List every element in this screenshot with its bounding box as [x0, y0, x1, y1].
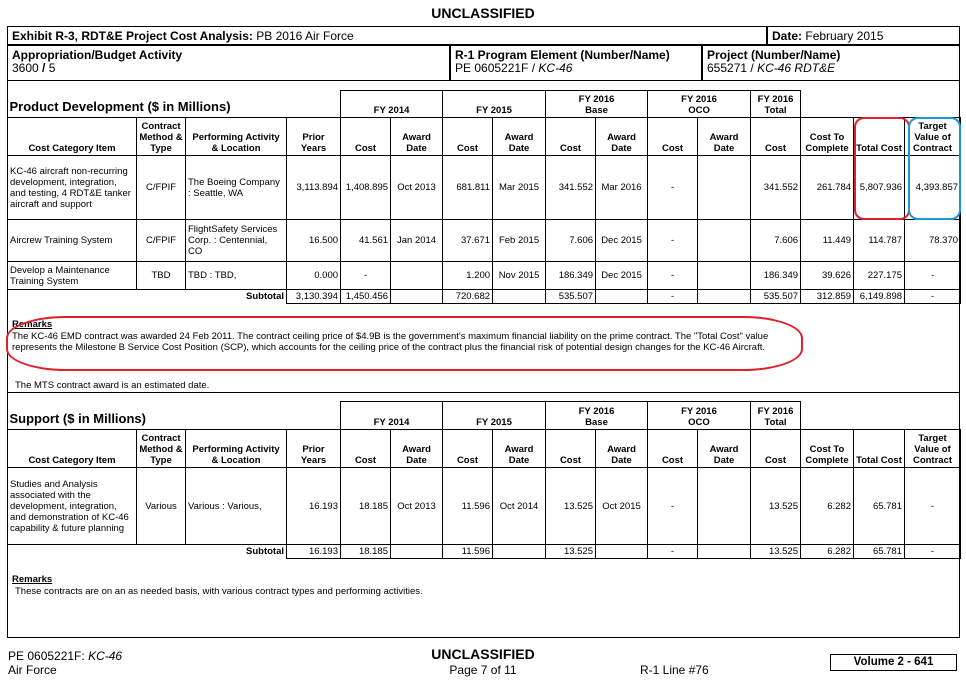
subtotal-total-cell: 6,149.898: [854, 290, 905, 304]
project-number: 655271: [707, 61, 748, 75]
cost-category-cell: Aircrew Training System: [8, 220, 137, 262]
sup-col-target-value: Target Value of Contract: [905, 430, 961, 468]
sup-column-header-row: [8, 430, 961, 468]
award-date-cell: Oct 2014: [493, 468, 546, 545]
program-element-name: KC-46: [538, 61, 573, 75]
project-box: [702, 45, 960, 81]
cost-cell: 7.606: [751, 220, 801, 262]
cost-to-complete-cell: 11.449: [801, 220, 854, 262]
cost-cell: 1.200: [443, 262, 493, 290]
pd-remarks: [12, 319, 802, 354]
performing-activity-cell: The Boeing Company : Seattle, WA: [186, 156, 287, 220]
pd-col-cost-16t: Cost: [751, 118, 801, 156]
target-value-cell: 4,393.857: [905, 156, 961, 220]
subtotal-total-cell: 65.781: [854, 545, 905, 559]
pd-col-cost-to-complete: Cost To Complete: [801, 118, 854, 156]
cost-cell: 186.349: [546, 262, 596, 290]
exhibit-header: [7, 26, 767, 45]
total-cost-cell: 5,807.936: [854, 156, 905, 220]
subtotal-label: Subtotal: [186, 290, 287, 304]
pd-remarks-label: Remarks: [12, 319, 53, 330]
pd-col-total-cost: Total Cost: [854, 118, 905, 156]
appropriation-label: Appropriation/Budget Activity: [12, 48, 183, 62]
footer-volume: Volume 2 - 641: [830, 654, 957, 671]
cost-cell: 186.349: [751, 262, 801, 290]
cost-cell: -: [648, 220, 698, 262]
pd-fy2016-total-header: FY 2016 Total: [751, 91, 801, 118]
total-cost-cell: 65.781: [854, 468, 905, 545]
pd-col-cost-14: Cost: [341, 118, 391, 156]
cost-cell: 13.525: [546, 468, 596, 545]
cost-cell: -: [341, 262, 391, 290]
target-value-cell: 78.370: [905, 220, 961, 262]
prior-years-cell: 0.000: [287, 262, 341, 290]
pd-col-cost-15: Cost: [443, 118, 493, 156]
sup-remarks-label: Remarks: [12, 574, 53, 585]
cost-cell: 341.552: [751, 156, 801, 220]
performing-activity-cell: TBD : TBD,: [186, 262, 287, 290]
program-element-separator: /: [528, 61, 539, 75]
sup-col-total-cost: Total Cost: [854, 430, 905, 468]
footer-page: [0, 663, 966, 677]
subtotal-ctc-cell: 312.859: [801, 290, 854, 304]
pd-fy2014-header: FY 2014: [341, 91, 443, 118]
pd-col-award-14: Award Date: [391, 118, 443, 156]
subtotal-prior-cell: 16.193: [287, 545, 341, 559]
footer-pe-name: KC-46: [88, 649, 123, 663]
pd-fy2016-oco-header: FY 2016 OCO: [648, 91, 751, 118]
subtotal-target-cell: -: [905, 290, 961, 304]
award-date-cell: Oct 2013: [391, 156, 443, 220]
project-separator: /: [747, 61, 758, 75]
sup-col-award-16o: Award Date: [698, 430, 751, 468]
cost-cell: 1,408.895: [341, 156, 391, 220]
target-value-cell: -: [905, 262, 961, 290]
prior-years-cell: 16.193: [287, 468, 341, 545]
pd-col-prior-years: Prior Years: [287, 118, 341, 156]
sup-remarks-text: These contracts are on an as needed basis, with various contract types and performing activities.: [15, 585, 423, 597]
award-date-cell: Feb 2015: [493, 220, 546, 262]
cost-cell: 11.596: [443, 468, 493, 545]
sup-subtotal-row: [8, 545, 961, 559]
award-date-cell: [698, 220, 751, 262]
subtotal-cost-cell: -: [648, 545, 698, 559]
cost-cell: 681.811: [443, 156, 493, 220]
project-name: KC-46 RDT&E: [757, 61, 836, 75]
cost-cell: -: [648, 468, 698, 545]
award-date-cell: Mar 2015: [493, 156, 546, 220]
subtotal-cost-cell: 13.525: [546, 545, 596, 559]
contract-method-cell: C/FPIF: [137, 220, 186, 262]
subtotal-cost-cell: -: [648, 290, 698, 304]
pd-col-cost-16o: Cost: [648, 118, 698, 156]
award-date-cell: Oct 2015: [596, 468, 648, 545]
award-date-cell: Mar 2016: [596, 156, 648, 220]
cost-category-cell: KC-46 aircraft non-recurring development, integration, and testing, 4 RDT&E tanker aircraft and support: [8, 156, 137, 220]
footer-service: Air Force: [8, 663, 57, 677]
date-value: February 2015: [805, 29, 884, 43]
sup-col-cost-16b: Cost: [546, 430, 596, 468]
date-header: [767, 26, 960, 45]
performing-activity-cell: Various : Various,: [186, 468, 287, 545]
contract-method-cell: C/FPIF: [137, 156, 186, 220]
cost-cell: 37.671: [443, 220, 493, 262]
appropriation-activity: 5: [48, 61, 56, 75]
pd-fy2015-header: FY 2015: [443, 91, 546, 118]
contract-method-cell: Various: [137, 468, 186, 545]
total-cost-cell: 227.175: [854, 262, 905, 290]
sup-fy2016-oco-header: FY 2016 OCO: [648, 402, 751, 430]
sup-remarks-box: [7, 561, 960, 638]
pd-fy2016-base-header: FY 2016 Base: [546, 91, 648, 118]
sup-col-award-14: Award Date: [391, 430, 443, 468]
award-date-cell: Oct 2013: [391, 468, 443, 545]
pd-col-contract-method: Contract Method & Type: [137, 118, 186, 156]
support-title: Support ($ in Millions): [9, 411, 146, 426]
sup-remarks: [12, 574, 712, 597]
subtotal-cost-cell: 18.185: [341, 545, 391, 559]
cost-cell: 18.185: [341, 468, 391, 545]
subtotal-cost-cell: 720.682: [443, 290, 493, 304]
cost-to-complete-cell: 6.282: [801, 468, 854, 545]
sup-col-prior-years: Prior Years: [287, 430, 341, 468]
prior-years-cell: 3,113.894: [287, 156, 341, 220]
award-date-cell: Nov 2015: [493, 262, 546, 290]
cost-cell: -: [648, 156, 698, 220]
cost-cell: 7.606: [546, 220, 596, 262]
pd-col-target-value: Target Value of Contract: [905, 118, 961, 156]
cost-to-complete-cell: 39.626: [801, 262, 854, 290]
sup-fy2016-base-header: FY 2016 Base: [546, 402, 648, 430]
subtotal-cost-cell: 535.507: [546, 290, 596, 304]
product-development-title: Product Development ($ in Millions): [9, 99, 231, 114]
sup-fy2015-header: FY 2015: [443, 402, 546, 430]
exhibit-value: PB 2016 Air Force: [256, 29, 354, 43]
program-element-box: [450, 45, 702, 81]
total-cost-cell: 114.787: [854, 220, 905, 262]
cost-cell: 41.561: [341, 220, 391, 262]
subtotal-cost-cell: 1,450.456: [341, 290, 391, 304]
award-date-cell: [698, 156, 751, 220]
award-date-cell: Dec 2015: [596, 220, 648, 262]
award-date-cell: [698, 468, 751, 545]
award-date-cell: Jan 2014: [391, 220, 443, 262]
cost-cell: 13.525: [751, 468, 801, 545]
sup-fy2016-total-header: FY 2016 Total: [751, 402, 801, 430]
pd-remarks-text: The KC-46 EMD contract was awarded 24 Feb 2011. The contract ceiling price of $4.9B is the government's maximum financial liability on the prime contract. The "Total Cost" value represents the Milestone B Service Cost Position (SCP), which accounts for the ceiling price of the contract plus the financial risk of potential design changes for the KC-46 Aircraft.: [12, 330, 769, 353]
subtotal-cost-cell: 13.525: [751, 545, 801, 559]
sup-col-award-15: Award Date: [493, 430, 546, 468]
appropriation-number: 3600: [12, 61, 39, 75]
award-date-cell: [391, 262, 443, 290]
footer-r1-line: R-1 Line #76: [640, 663, 709, 677]
table-row: [8, 156, 961, 220]
sup-col-cost-16t: Cost: [751, 430, 801, 468]
appropriation-box: [7, 45, 450, 81]
sup-col-performing: Performing Activity & Location: [186, 430, 287, 468]
contract-method-cell: TBD: [137, 262, 186, 290]
sup-fy2014-header: FY 2014: [341, 402, 443, 430]
exhibit-label: Exhibit R-3, RDT&E Project Cost Analysis:: [12, 29, 253, 43]
cost-to-complete-cell: 261.784: [801, 156, 854, 220]
sup-col-cost-to-complete: Cost To Complete: [801, 430, 854, 468]
footer-page-number: Page 7 of 11: [449, 663, 517, 677]
cost-category-cell: Develop a Maintenance Training System: [8, 262, 137, 290]
program-element-label: R-1 Program Element (Number/Name): [455, 48, 670, 62]
pd-year-header-row: [8, 91, 961, 118]
subtotal-cost-cell: 11.596: [443, 545, 493, 559]
pd-col-award-16b: Award Date: [596, 118, 648, 156]
cost-cell: 341.552: [546, 156, 596, 220]
product-development-table: [7, 90, 961, 304]
sup-col-contract-method: Contract Method & Type: [137, 430, 186, 468]
performing-activity-cell: FlightSafety Services Corp. : Centennial, CO: [186, 220, 287, 262]
cost-category-cell: Studies and Analysis associated with the development, integration, and demonstration of KC-46 capability & future planning: [8, 468, 137, 545]
sup-col-cost-14: Cost: [341, 430, 391, 468]
date-label: Date:: [772, 29, 803, 43]
award-date-cell: Dec 2015: [596, 262, 648, 290]
program-element-number: PE 0605221F: [455, 61, 529, 75]
subtotal-label: Subtotal: [186, 545, 287, 559]
pd-column-header-row: [8, 118, 961, 156]
support-table: [7, 401, 961, 559]
subtotal-cost-cell: 535.507: [751, 290, 801, 304]
award-date-cell: [698, 262, 751, 290]
subtotal-target-cell: -: [905, 545, 961, 559]
target-value-cell: -: [905, 468, 961, 545]
table-row: [8, 468, 961, 545]
pd-col-award-16o: Award Date: [698, 118, 751, 156]
classification-banner-bottom: UNCLASSIFIED: [431, 646, 535, 662]
footer-pe-number: PE 0605221F:: [8, 649, 85, 663]
sup-year-header-row: [8, 402, 961, 430]
subtotal-ctc-cell: 6.282: [801, 545, 854, 559]
subtotal-prior-cell: 3,130.394: [287, 290, 341, 304]
sup-col-cost-category: Cost Category Item: [8, 430, 137, 468]
prior-years-cell: 16.500: [287, 220, 341, 262]
sup-col-award-16b: Award Date: [596, 430, 648, 468]
pd-col-cost-category: Cost Category Item: [8, 118, 137, 156]
pd-col-performing: Performing Activity & Location: [186, 118, 287, 156]
sup-col-cost-16o: Cost: [648, 430, 698, 468]
pd-subtotal-row: [8, 290, 961, 304]
sup-col-cost-15: Cost: [443, 430, 493, 468]
pd-remarks-text-2: The MTS contract award is an estimated date.: [15, 380, 210, 391]
table-row: [8, 220, 961, 262]
appropriation-separator: /: [38, 61, 49, 75]
classification-banner-top: UNCLASSIFIED: [431, 5, 535, 21]
table-row: [8, 262, 961, 290]
pd-col-cost-16b: Cost: [546, 118, 596, 156]
pd-col-award-15: Award Date: [493, 118, 546, 156]
project-label: Project (Number/Name): [707, 48, 841, 62]
cost-cell: -: [648, 262, 698, 290]
